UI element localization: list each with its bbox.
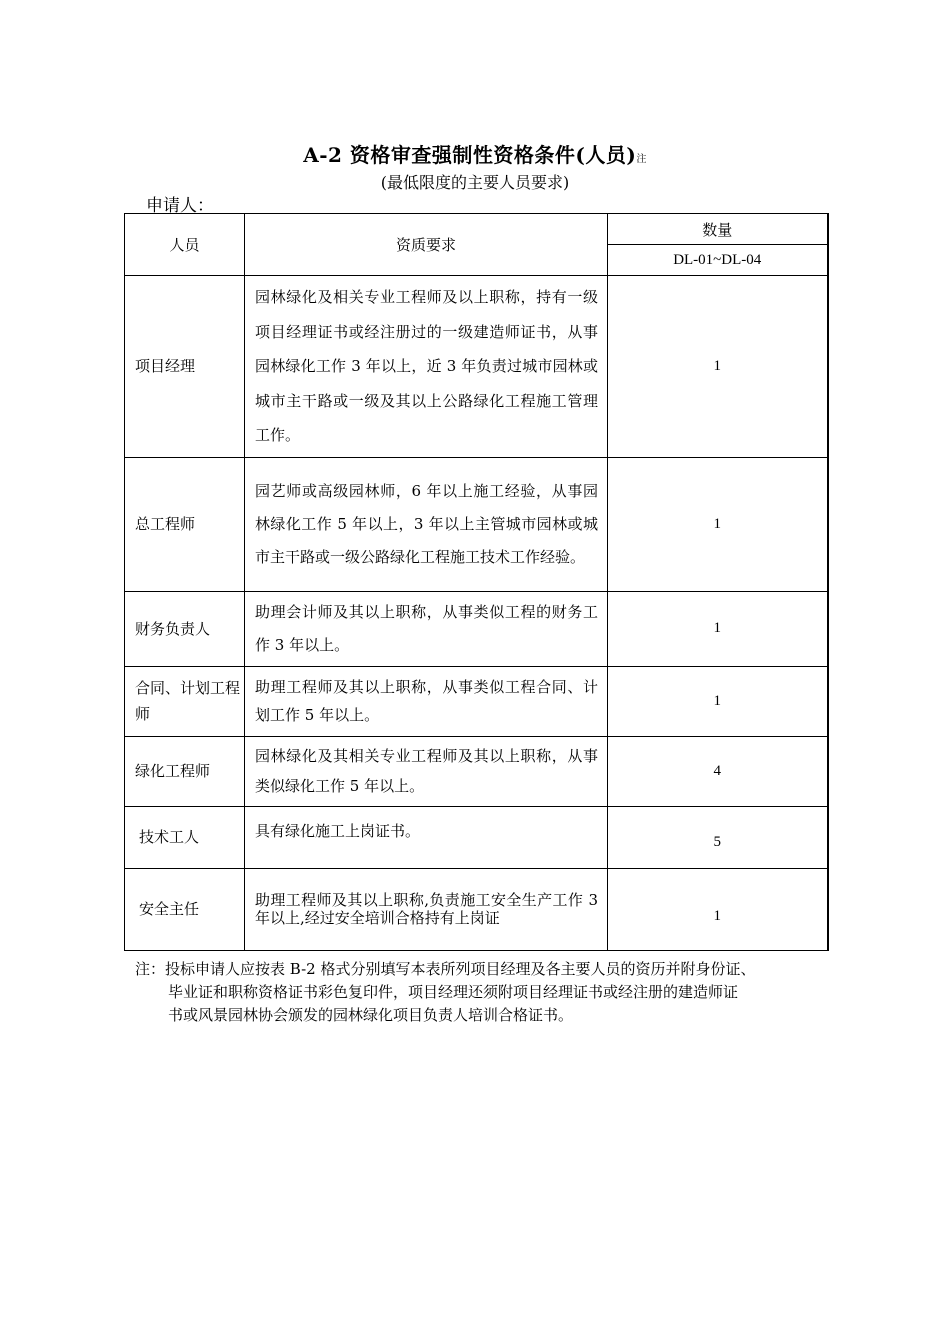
role-cell: 绿化工程师 bbox=[125, 736, 245, 806]
role-cell: 合同、计划工程师 bbox=[125, 666, 245, 736]
quantity-cell: 1 bbox=[608, 666, 828, 736]
quantity-cell: 1 bbox=[608, 868, 828, 950]
title-text: A-2 资格审查强制性资格条件(人员) bbox=[303, 143, 637, 167]
footnote bbox=[135, 958, 825, 1027]
quantity-cell: 5 bbox=[608, 806, 828, 868]
requirement-cell: 助理工程师及其以上职称，从事类似工程合同、计划工作 5 年以上。 bbox=[245, 666, 608, 736]
quantity-cell: 1 bbox=[608, 457, 828, 591]
table-row bbox=[125, 868, 828, 950]
table-row bbox=[125, 591, 828, 666]
quantity-cell: 1 bbox=[608, 591, 828, 666]
role-cell: 项目经理 bbox=[125, 276, 245, 458]
personnel-requirements-table bbox=[124, 213, 829, 951]
header-qualification: 资质要求 bbox=[245, 214, 608, 276]
table-row bbox=[125, 276, 828, 458]
table-row bbox=[125, 806, 828, 868]
table-row bbox=[125, 736, 828, 806]
requirement-cell: 助理工程师及其以上职称,负责施工安全生产工作 3 年以上,经过安全培训合格持有上岗证 bbox=[245, 868, 608, 950]
table-row bbox=[125, 666, 828, 736]
header-quantity: 数量 bbox=[608, 214, 828, 245]
page-title bbox=[0, 139, 950, 168]
table-row bbox=[125, 457, 828, 591]
quantity-cell: 4 bbox=[608, 736, 828, 806]
requirement-cell: 园林绿化及相关专业工程师及以上职称，持有一级项目经理证书或经注册过的一级建造师证书，从事园林绿化工作 3 年以上，近 3 年负责过城市园林或城市主干路或一级及其以上公路绿化工程施工管理工作。 bbox=[245, 276, 608, 458]
requirement-cell: 园艺师或高级园林师，6 年以上施工经验，从事园林绿化工作 5 年以上，3 年以上主管城市园林或城市主干路或一级公路绿化工程施工技术工作经验。 bbox=[245, 457, 608, 591]
page-subtitle: (最低限度的主要人员要求) bbox=[380, 173, 570, 192]
header-person: 人员 bbox=[125, 214, 245, 276]
header-code: DL-01~DL-04 bbox=[608, 245, 828, 276]
requirement-cell: 具有绿化施工上岗证书。 bbox=[245, 806, 608, 868]
role-cell: 安全主任 bbox=[125, 868, 245, 950]
title-note-mark: 注 bbox=[636, 154, 647, 165]
quantity-cell: 1 bbox=[608, 276, 828, 458]
footnote-line-1: 注：投标申请人应按表 B-2 格式分别填写本表所列项目经理及各主要人员的资历并附身份证、 bbox=[135, 960, 756, 978]
requirement-cell: 助理会计师及其以上职称，从事类似工程的财务工作 3 年以上。 bbox=[245, 591, 608, 666]
requirement-cell: 园林绿化及其相关专业工程师及其以上职称，从事类似绿化工作 5 年以上。 bbox=[245, 736, 608, 806]
role-cell: 技术工人 bbox=[125, 806, 245, 868]
role-cell: 财务负责人 bbox=[125, 591, 245, 666]
applicant-label: 申请人： bbox=[146, 196, 214, 216]
role-cell: 总工程师 bbox=[125, 457, 245, 591]
footnote-line-3: 书或风景园林协会颁发的园林绿化项目负责人培训合格证书。 bbox=[168, 1006, 574, 1024]
footnote-line-2: 毕业证和职称资格证书彩色复印件，项目经理还须附项目经理证书或经注册的建造师证 bbox=[168, 983, 739, 1001]
